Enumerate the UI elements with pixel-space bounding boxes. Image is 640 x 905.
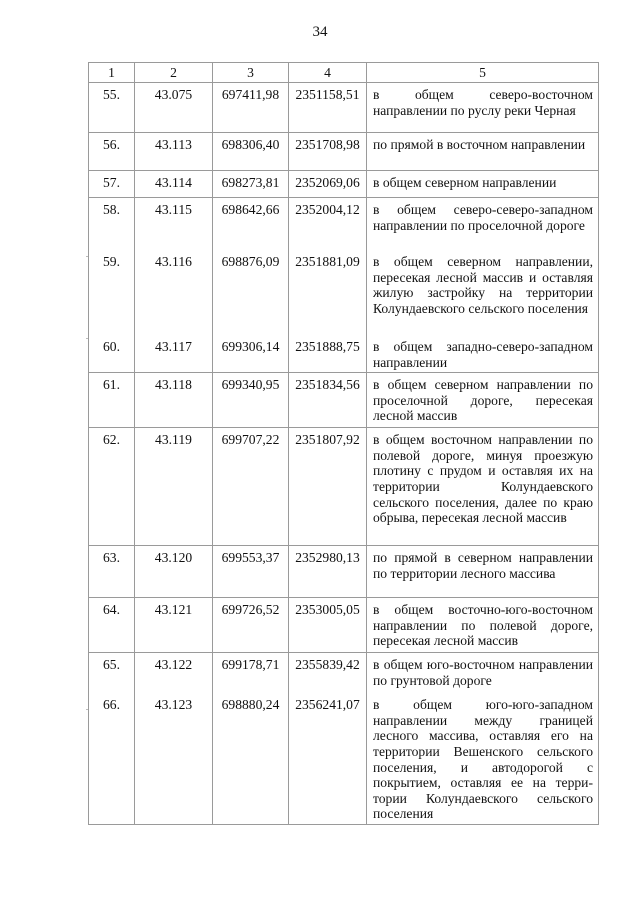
table-row	[89, 428, 599, 546]
table-row	[89, 133, 599, 171]
point-id: 43.119	[135, 428, 213, 546]
x-coordinate: 698880,24	[213, 693, 289, 825]
point-id: 43.123	[135, 693, 213, 825]
y-coordinate: 2352069,06	[289, 171, 367, 198]
direction-description: в общем восточно-юго-восточном направлении по полевой дороге, пересекая лесной массив	[367, 598, 599, 653]
y-coordinate: 2353005,05	[289, 598, 367, 653]
y-coordinate: 2351708,98	[289, 133, 367, 171]
y-coordinate: 2351158,51	[289, 83, 367, 133]
table-row	[89, 373, 599, 428]
y-coordinate: 2351807,92	[289, 428, 367, 546]
x-coordinate: 698642,66	[213, 198, 289, 250]
margin-mark	[86, 338, 88, 339]
margin-mark	[86, 256, 88, 257]
x-coordinate: 699306,14	[213, 335, 289, 373]
x-coordinate: 699553,37	[213, 546, 289, 598]
row-number: 60.	[89, 335, 135, 373]
y-coordinate: 2351888,75	[289, 335, 367, 373]
direction-description: в общем северном направлении	[367, 171, 599, 198]
direction-description: по прямой в северном направлении по территории лесного массива	[367, 546, 599, 598]
table-row	[89, 198, 599, 250]
column-header-1: 1	[89, 63, 135, 83]
point-id: 43.113	[135, 133, 213, 171]
row-number: 66.	[89, 693, 135, 825]
point-id: 43.122	[135, 653, 213, 693]
margin-mark	[86, 709, 88, 710]
x-coordinate: 699726,52	[213, 598, 289, 653]
table-row	[89, 83, 599, 133]
y-coordinate: 2351881,09	[289, 250, 367, 335]
point-id: 43.118	[135, 373, 213, 428]
y-coordinate: 2351834,56	[289, 373, 367, 428]
x-coordinate: 698306,40	[213, 133, 289, 171]
column-header-4: 4	[289, 63, 367, 83]
row-number: 62.	[89, 428, 135, 546]
x-coordinate: 699178,71	[213, 653, 289, 693]
direction-description: в общем северо-восточном направлении по руслу реки Черная	[367, 83, 599, 133]
row-number: 61.	[89, 373, 135, 428]
point-id: 43.120	[135, 546, 213, 598]
direction-description: в общем северном направлении по проселочной дороге, пересекая лесной массив	[367, 373, 599, 428]
row-number: 55.	[89, 83, 135, 133]
x-coordinate: 699707,22	[213, 428, 289, 546]
point-id: 43.121	[135, 598, 213, 653]
y-coordinate: 2352004,12	[289, 198, 367, 250]
point-id: 43.075	[135, 83, 213, 133]
point-id: 43.116	[135, 250, 213, 335]
y-coordinate: 2352980,13	[289, 546, 367, 598]
column-header-2: 2	[135, 63, 213, 83]
page-number: 34	[312, 24, 328, 40]
table-row	[89, 693, 599, 825]
direction-description: в общем северном направлении, пересекая лесной массив и оставляя жилую застройку на территории Колундаевского сельского поселения	[367, 250, 599, 335]
column-header-3: 3	[213, 63, 289, 83]
direction-description: в общем северо-северо-западном направлении по проселочной дороге	[367, 198, 599, 250]
x-coordinate: 699340,95	[213, 373, 289, 428]
boundary-points-table	[88, 62, 599, 825]
row-number: 57.	[89, 171, 135, 198]
point-id: 43.117	[135, 335, 213, 373]
row-number: 58.	[89, 198, 135, 250]
row-number: 59.	[89, 250, 135, 335]
direction-description: в общем юго-юго-западном направлении между границей лесного массива, оставляя его на территории Вешенского сельского поселения, и автодорогой с покрытием, оставляя ее на территории Колундаевского сельского поселения	[367, 693, 599, 825]
table-row	[89, 335, 599, 373]
y-coordinate: 2355839,42	[289, 653, 367, 693]
table-row	[89, 598, 599, 653]
table-row	[89, 171, 599, 198]
direction-description: в общем западно-северо-западном направлении	[367, 335, 599, 373]
direction-description: в общем восточном направлении по полевой дороге, минуя проезжую плотину с прудом и оставляя их на территории Колундаевского сельского поселения, далее по краю обрыва, пересекая лесной массив	[367, 428, 599, 546]
table-row	[89, 546, 599, 598]
table-row	[89, 653, 599, 693]
row-number: 56.	[89, 133, 135, 171]
point-id: 43.115	[135, 198, 213, 250]
column-header-5: 5	[367, 63, 599, 83]
table-header-row	[89, 63, 599, 83]
x-coordinate: 697411,98	[213, 83, 289, 133]
table-row	[89, 250, 599, 335]
x-coordinate: 698876,09	[213, 250, 289, 335]
direction-description: в общем юго-восточном направлении по грунтовой дороге	[367, 653, 599, 693]
x-coordinate: 698273,81	[213, 171, 289, 198]
point-id: 43.114	[135, 171, 213, 198]
row-number: 63.	[89, 546, 135, 598]
direction-description: по прямой в восточном направлении	[367, 133, 599, 171]
y-coordinate: 2356241,07	[289, 693, 367, 825]
row-number: 65.	[89, 653, 135, 693]
row-number: 64.	[89, 598, 135, 653]
